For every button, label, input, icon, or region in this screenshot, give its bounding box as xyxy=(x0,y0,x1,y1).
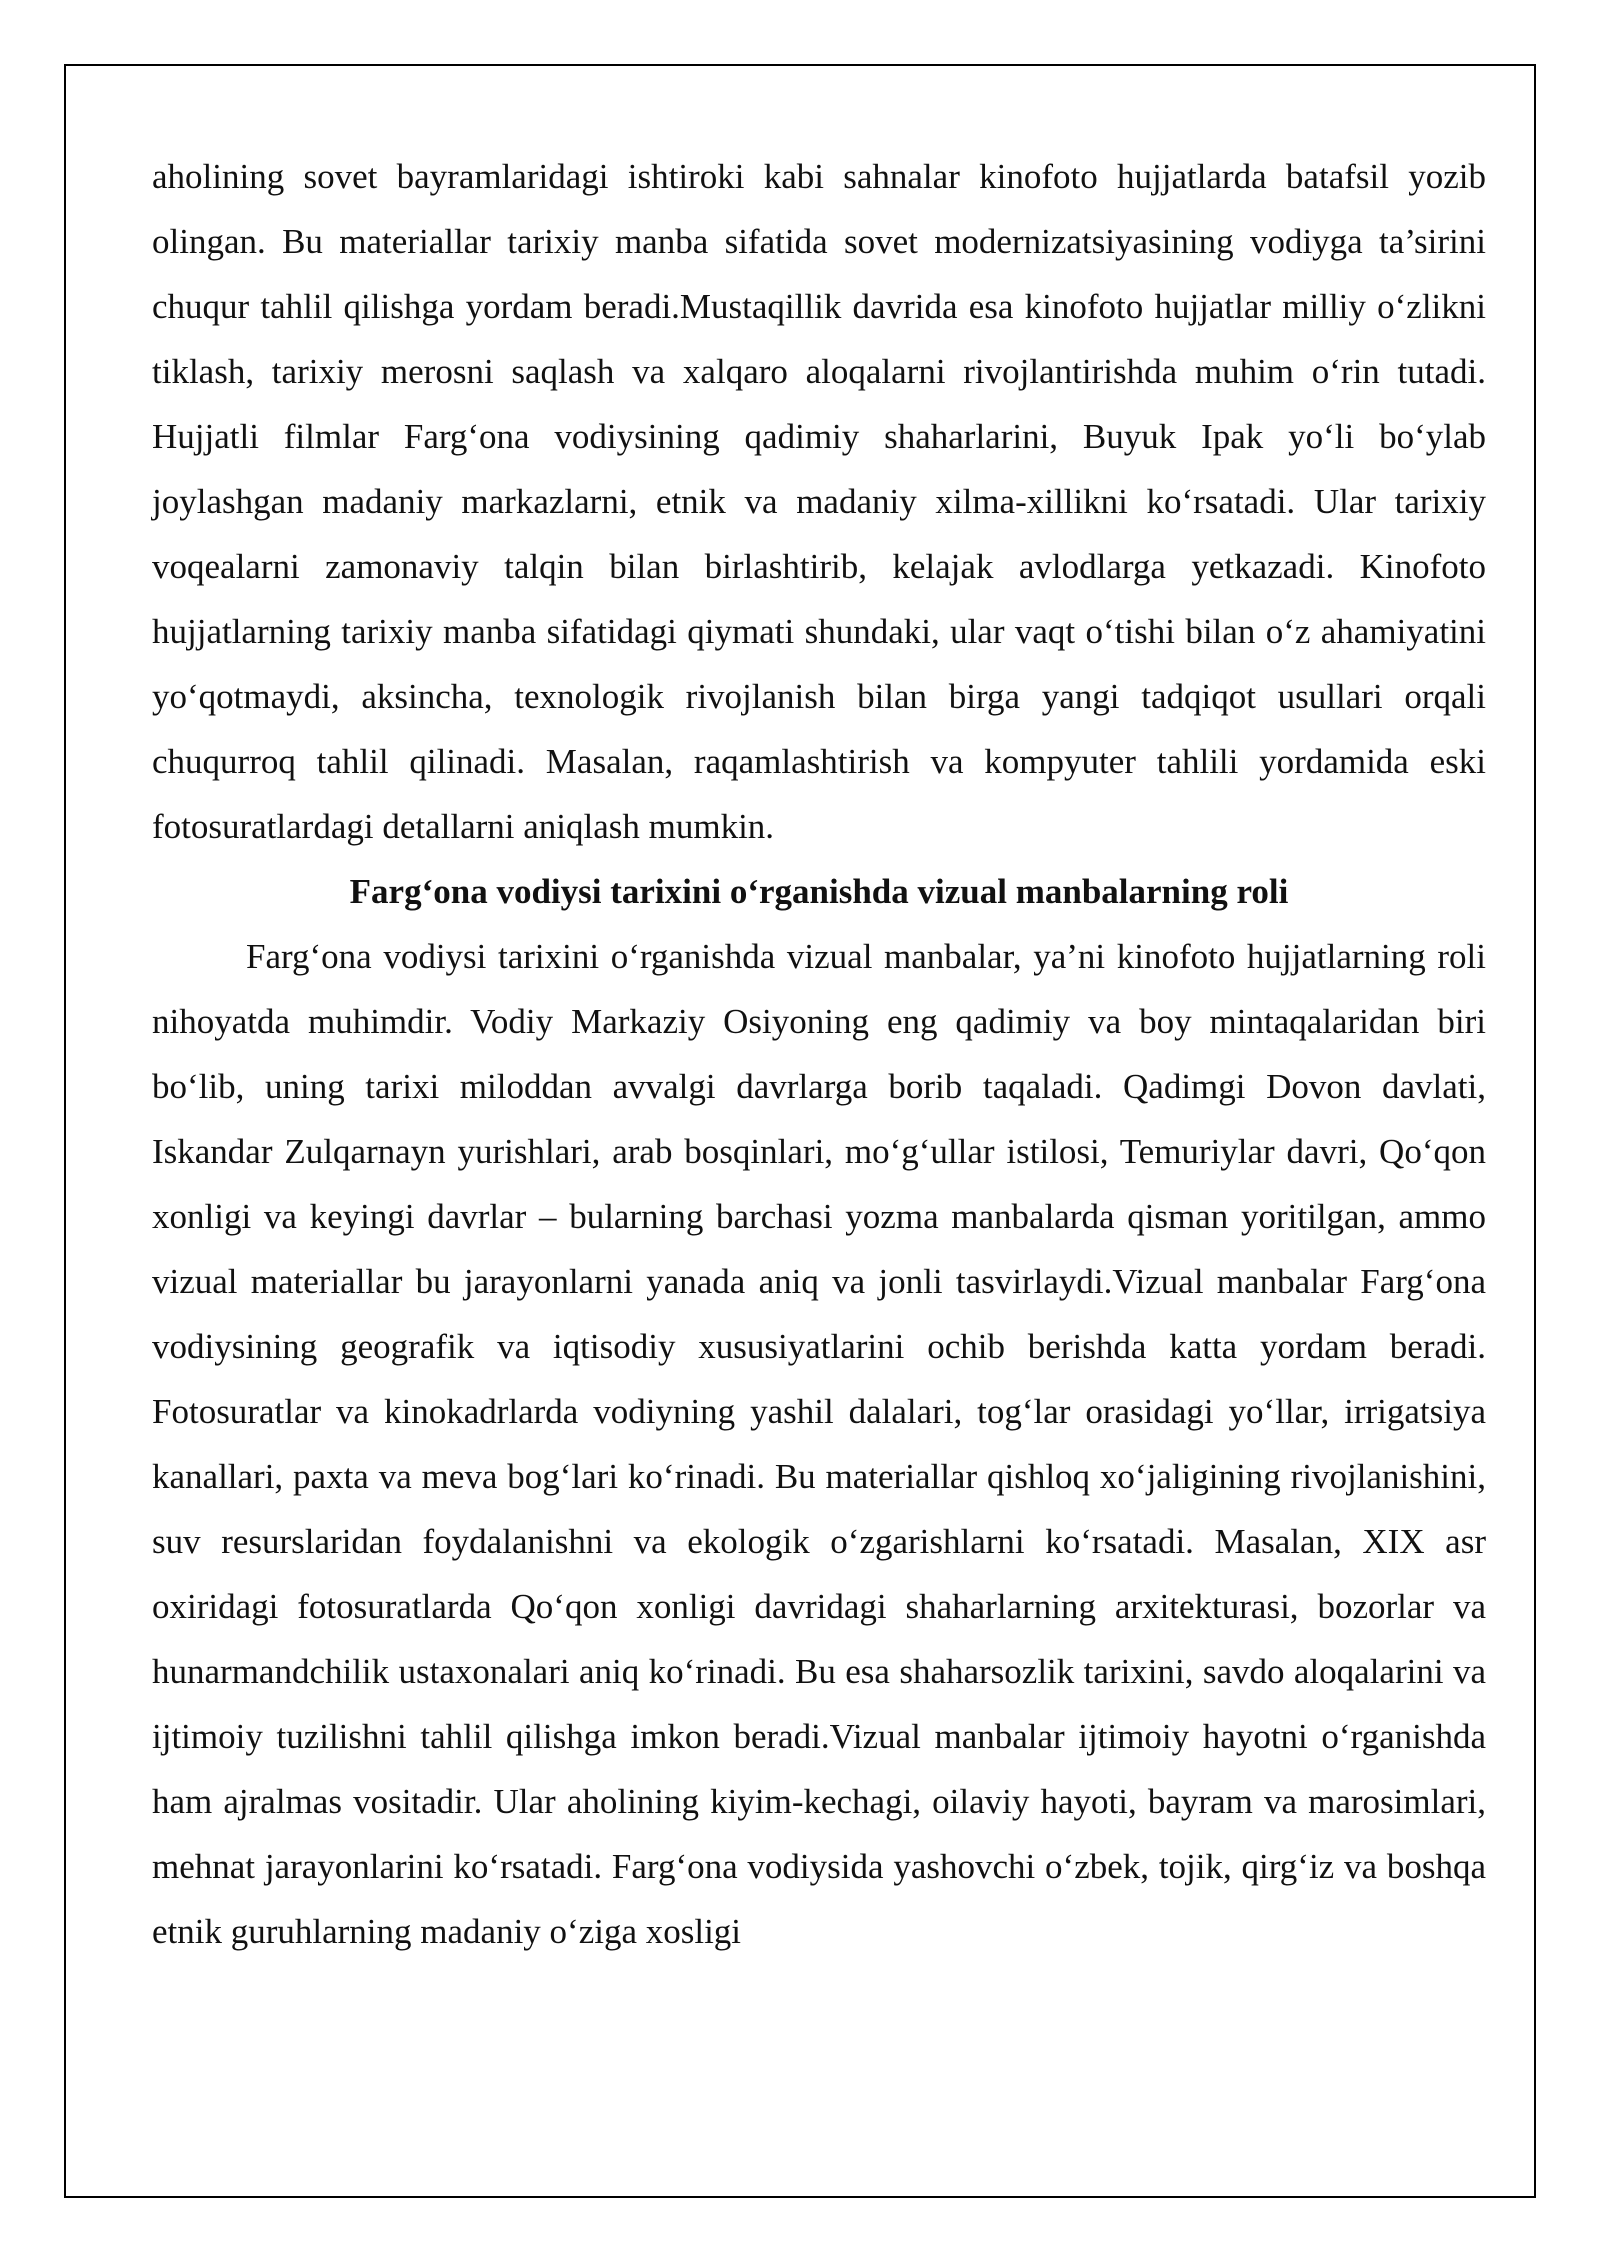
section-heading: Farg‘ona vodiysi tarixini o‘rganishda vizual manbalarning roli xyxy=(349,872,1289,911)
paragraph-visual-sources: Farg‘ona vodiysi tarixini o‘rganishda vizual manbalar, ya’ni kinofoto hujjatlarning roli nihoyatda muhimdir. Vodiy Markaziy Osiyoning eng qadimiy va boy mintaqalaridan biri bo‘lib, uning tarixi miloddan avvalgi davrlarga borib taqaladi. Qadimgi Dovon davlati, Iskandar Zulqarnayn yurishlari, arab bosqinlari, mo‘g‘ullar istilosi, Temuriylar davri, Qo‘qon xonligi va keyingi davrlar – bularning barchasi yozma manbalarda qisman yoritilgan, ammo vizual materiallar bu jarayonlarni yanada aniq va jonli tasvirlaydi.Vizual manbalar Farg‘ona vodiysining geografik va iqtisodiy xususiyatlarini ochib berishda katta yordam beradi. Fotosuratlar va kinokadrlarda vodiyning yashil dalalari, tog‘lar orasidagi yo‘llar, irrigatsiya kanallari, paxta va meva bog‘lari ko‘rinadi. Bu materiallar qishloq xo‘jaligining rivojlanishini, suv resurslaridan foydalanishni va ekologik o‘zgarishlarni ko‘rsatadi. Masalan, XIX asr oxiridagi fotosuratlarda Qo‘qon xonligi davridagi shaharlarning arxitekturasi, bozorlar va hunarmandchilik ustaxonalari aniq ko‘rinadi. Bu esa shaharsozlik tarixini, savdo aloqalarini va ijtimoiy tuzilishni tahlil qilishga imkon beradi.Vizual manbalar ijtimoiy hayotni o‘rganishda ham ajralmas vositadir. Ular aholining kiyim-kechagi, oilaviy hayoti, bayram va marosimlari, mehnat jarayonlarini ko‘rsatadi. Farg‘ona vodiysida yashovchi o‘zbek, tojik, qirg‘iz va boshqa etnik guruhlarning madaniy o‘ziga xosligi xyxy=(152,937,1486,1951)
paragraph-continuation: aholining sovet bayramlaridagi ishtiroki kabi sahnalar kinofoto hujjatlarda batafsil yozib olingan. Bu materiallar tarixiy manba sifatida sovet modernizatsiyasining vodiyga ta’sirini chuqur tahlil qilishga yordam beradi.Mustaqillik davrida esa kinofoto hujjatlar milliy o‘zlikni tiklash, tarixiy merosni saqlash va xalqaro aloqalarni rivojlantirishda muhim o‘rin tutadi. Hujjatli filmlar Farg‘ona vodiysining qadimiy shaharlarini, Buyuk Ipak yo‘li bo‘ylab joylashgan madaniy markazlarni, etnik va madaniy xilma-xillikni ko‘rsatadi. Ular tarixiy voqealarni zamonaviy talqin bilan birlashtirib, kelajak avlodlarga yetkazadi. Kinofoto hujjatlarning tarixiy manba sifatidagi qiymati shundaki, ular vaqt o‘tishi bilan o‘z ahamiyatini yo‘qotmaydi, aksincha, texnologik rivojlanish bilan birga yangi tadqiqot usullari orqali chuqurroq tahlil qilinadi. Masalan, raqamlashtirish va kompyuter tahlili yordamida eski fotosuratlardagi detallarni aniqlash mumkin. xyxy=(152,157,1486,846)
document-body xyxy=(152,144,1486,1964)
